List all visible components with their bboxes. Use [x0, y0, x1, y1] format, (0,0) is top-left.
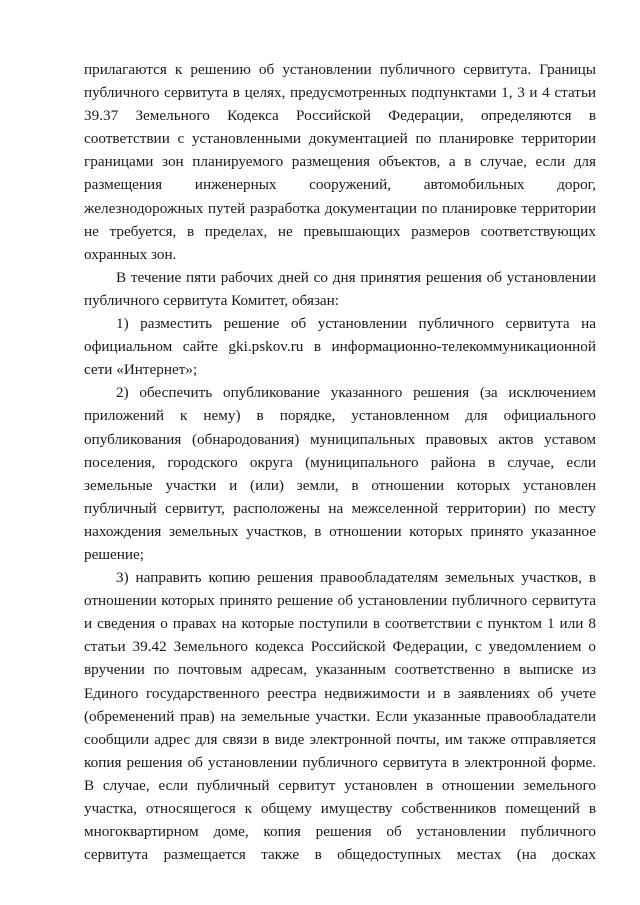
- text-line: многоквартирном доме, копия решения об установлении публичного: [84, 823, 596, 841]
- document-body: [84, 58, 596, 866]
- text-line: охранных зон.: [84, 245, 177, 263]
- text-line: В случае, если публичный сервитут установлен в отношении земельного: [84, 776, 596, 794]
- text-line: не требуется, в пределах, не превышающих размеров соответствующих: [84, 222, 596, 240]
- text-line: вручении по почтовым адресам, указанным соответственно в выписке из: [84, 661, 596, 679]
- text-line: приложений к нему) в порядке, установленном для официального: [84, 407, 596, 425]
- text-line: участка, относящегося к общему имуществу собственников помещений в: [84, 800, 596, 817]
- text-line: нахождения земельных участков, в отношении которых принято указанное: [84, 522, 596, 540]
- text-line: статьи 39.42 Земельного кодекса Российской Федерации, с уведомлением о: [84, 638, 596, 656]
- text-line: соответствии с установленными документацией по планировке территории: [84, 130, 596, 148]
- text-line: и сведения о правах на которые поступили в соответствии с пунктом 1 или 8: [84, 615, 596, 633]
- text-line: 2) обеспечить опубликование указанного решения (за исключением: [116, 384, 596, 402]
- text-line: сервитута размещается также в общедоступных местах (на досках: [84, 846, 596, 864]
- text-line: 3) направить копию решения правообладателям земельных участков, в: [116, 569, 596, 587]
- text-line: сети «Интернет»;: [84, 361, 198, 379]
- text-line: (обременений прав) на земельные участки. Если указанные правообладатели: [84, 707, 596, 725]
- text-line: публичного сервитута в целях, предусмотренных подпунктами 1, 3 и 4 статьи: [84, 84, 596, 102]
- text-line: сообщили адрес для связи в виде электронной почты, им также отправляется: [84, 730, 596, 748]
- text-line: публичного сервитута Комитет, обязан:: [84, 291, 340, 309]
- text-line: железнодорожных путей разработка документации по планировке территории: [84, 199, 596, 217]
- text-line: поселения, городского округа (муниципального района в случае, если: [84, 453, 596, 471]
- text-line: границами зон планируемого размещения объектов, а в случае, если для: [84, 153, 596, 171]
- text-line: опубликования (обнародования) муниципальных правовых актов уставом: [84, 430, 596, 448]
- text-line: размещения инженерных сооружений, автомобильных дорог,: [84, 176, 596, 194]
- text-line: В течение пяти рабочих дней со дня принятия решения об установлении: [116, 268, 596, 286]
- text-line: публичный сервитут, расположены на межселенной территории) по месту: [84, 499, 596, 517]
- text-line: отношении которых принято решение об установлении публичного сервитута: [84, 592, 596, 610]
- text-line: копия решения об установлении публичного сервитута в электронной форме.: [84, 753, 596, 771]
- text-line: решение;: [84, 545, 144, 563]
- text-line: 39.37 Земельного Кодекса Российской Федерации, определяются в: [84, 107, 596, 125]
- text-line: 1) разместить решение об установлении публичного сервитута на: [116, 315, 596, 333]
- text-line: Единого государственного реестра недвижимости и в заявлениях об учете: [84, 684, 596, 702]
- text-line: прилагаются к решению об установлении публичного сервитута. Границы: [84, 61, 596, 78]
- text-line: официальном сайте gki.pskov.ru в информационно-телекоммуникационной: [84, 338, 596, 356]
- text-line: земельные участки и (или) земли, в отношении которых установлен: [84, 476, 596, 494]
